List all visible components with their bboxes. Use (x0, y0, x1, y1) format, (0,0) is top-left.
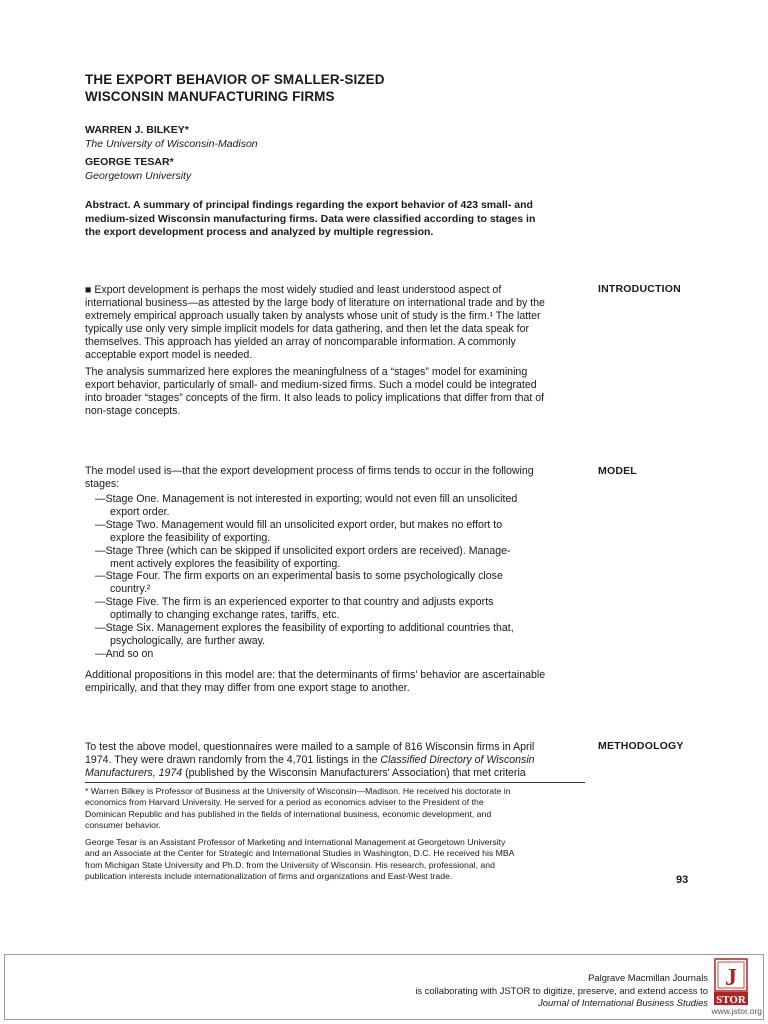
intro-paragraph-2 (85, 366, 583, 418)
stage-line: optimally to changing exchange rates, tariffs, etc. (110, 609, 340, 622)
text-line: international business—as attested by the large body of literature on international trade and by the (85, 296, 545, 309)
footnote-line: * Warren Bilkey is Professor of Business at the University of Wisconsin—Madison. He received his doctorate in (85, 786, 511, 796)
stage-item (95, 545, 585, 571)
stage-item (95, 596, 585, 622)
methodology-paragraph (85, 741, 583, 780)
text-line (85, 754, 583, 767)
model-intro (85, 465, 583, 491)
author-affiliation: Georgetown University (85, 170, 192, 182)
stage-line: —Stage Two. Management would fill an unsolicited export order, but makes no effort to (95, 518, 503, 531)
stage-item (95, 570, 585, 596)
text-span: 1974. They were drawn randomly from the 4,701 listings in the (85, 753, 381, 766)
text-line: acceptable export model is needed. (85, 348, 253, 361)
title-line: THE EXPORT BEHAVIOR OF SMALLER-SIZED (85, 72, 385, 87)
journal-name[interactable]: Journal of International Business Studies (538, 997, 708, 1009)
footnote-line: and an Associate at the Center for Strategic and International Studies in Washington, D.C. He received his MBA (85, 848, 515, 859)
stage-line: —Stage Three (which can be skipped if unsolicited export orders are received). Manage- (95, 544, 511, 557)
jstor-logo-icon[interactable] (714, 958, 748, 1006)
paper-title (85, 71, 605, 105)
text-line: Additional propositions in this model are: that the determinants of firms' behavior are ascertainable (85, 669, 546, 681)
author-name: GEORGE TESAR* (85, 156, 174, 168)
author-name: WARREN J. BILKEY* (85, 124, 189, 136)
author-block (85, 155, 191, 183)
publisher-name: Palgrave Macmillan Journals (588, 972, 708, 983)
footnote-line: George Tesar is an Assistant Professor of Marketing and International Management at Georgetown University (85, 837, 506, 847)
section-heading-methodology: METHODOLOGY (598, 740, 684, 752)
text-line: typically use only very simple implicit models for data gathering, and then let the data speak for (85, 322, 529, 335)
abstract (85, 199, 585, 240)
text-line: non-stage concepts. (85, 404, 181, 417)
text-line: stages: (85, 477, 120, 490)
model-paragraph-after (85, 669, 583, 695)
stage-item (95, 493, 585, 519)
text-line: The model used is—that the export development process of firms tends to occur in the following (85, 465, 534, 477)
jstor-logo-text: STOR (716, 994, 746, 1006)
page-number: 93 (676, 874, 689, 886)
section-heading-introduction: INTRODUCTION (598, 283, 681, 295)
stage-line: psychologically, are further away. (110, 634, 266, 647)
stage-line: —Stage Four. The firm exports on an experimental basis to some psychologically close (95, 570, 503, 583)
abstract-line: Abstract. A summary of principal findings regarding the export behavior of 423 small- and (85, 199, 533, 211)
stage-line: explore the feasibility of exporting. (110, 531, 271, 544)
text-line: empirically, and that they may differ from one export stage to another. (85, 681, 410, 694)
directory-title: Classified Directory of Wisconsin (380, 753, 535, 766)
section-heading-model: MODEL (598, 465, 637, 477)
footnote-line: Dominican Republic and has published in the fields of international business, economic development, and (85, 808, 492, 819)
author-block (85, 123, 258, 151)
stage-item (95, 648, 585, 661)
title-line: WISCONSIN MANUFACTURING FIRMS (85, 89, 335, 104)
intro-paragraph-1 (85, 284, 583, 361)
text-line: ■ Export development is perhaps the most widely studied and least understood aspect of (85, 284, 502, 296)
jstor-notice (415, 972, 708, 1010)
text-line: To test the above model, questionnaires were mailed to a sample of 816 Wisconsin firms in April (85, 741, 535, 753)
text-line (85, 767, 583, 780)
jstor-collab-text: is collaborating with JSTOR to digitize, preserve, and extend access to (415, 984, 708, 996)
text-line: The analysis summarized here explores the meaningfulness of a “stages” model for examining (85, 366, 528, 378)
stage-item (95, 519, 585, 545)
footnote-rule (85, 782, 585, 783)
stage-line: ment actively explores the feasibility of exporting. (110, 557, 341, 570)
abstract-line: medium-sized Wisconsin manufacturing firms. Data were classified according to stages in (85, 212, 536, 225)
svg-text:J: J (725, 965, 737, 991)
text-line: themselves. This approach has yielded an array of noncomparable information. A commonly (85, 335, 516, 348)
directory-title: Manufacturers, 1974 (85, 766, 183, 779)
stage-line: —Stage Six. Management explores the feasibility of exporting to additional countries that, (95, 622, 514, 635)
stage-line: export order. (110, 505, 170, 518)
footnote-tesar (85, 837, 514, 883)
footnote-line: from Michigan State University and Ph.D. from the University of Wisconsin. His research, professional, and (85, 859, 495, 870)
footnote-line: consumer behavior. (85, 820, 161, 831)
stage-line: —Stage One. Management is not interested in exporting; would not even fill an unsolicited (95, 493, 518, 505)
abstract-line: the export development process and analyzed by multiple regression. (85, 226, 434, 239)
footnote-bilkey (85, 786, 511, 832)
author-affiliation: The University of Wisconsin-Madison (85, 138, 258, 150)
jstor-url-link[interactable]: www.jstor.org (711, 1006, 762, 1016)
stage-item (95, 622, 585, 648)
stage-line: —And so on (95, 647, 154, 660)
text-line: export behavior, particularly of small- and medium-sized firms. Such a model could be integrated (85, 378, 537, 391)
stage-line: country.² (110, 583, 151, 596)
stage-list (95, 493, 585, 661)
footnote-line: publication interests include internationalization of firms and organizations and East-West trade. (85, 871, 453, 882)
text-line: extremely empirical approach usually taken by analysts whose unit of study is the firm.¹ The latter (85, 309, 541, 322)
text-line: into broader “stages” concepts of the firm. It also leads to policy implications that differ from that of (85, 391, 545, 404)
footnote-line: economics from Harvard University. He served for a period as economics adviser to the President of the (85, 797, 484, 808)
stage-line: —Stage Five. The firm is an experienced exporter to that country and adjusts exports (95, 596, 494, 609)
text-span: (published by the Wisconsin Manufacturers' Association) that met criteria (182, 766, 526, 779)
